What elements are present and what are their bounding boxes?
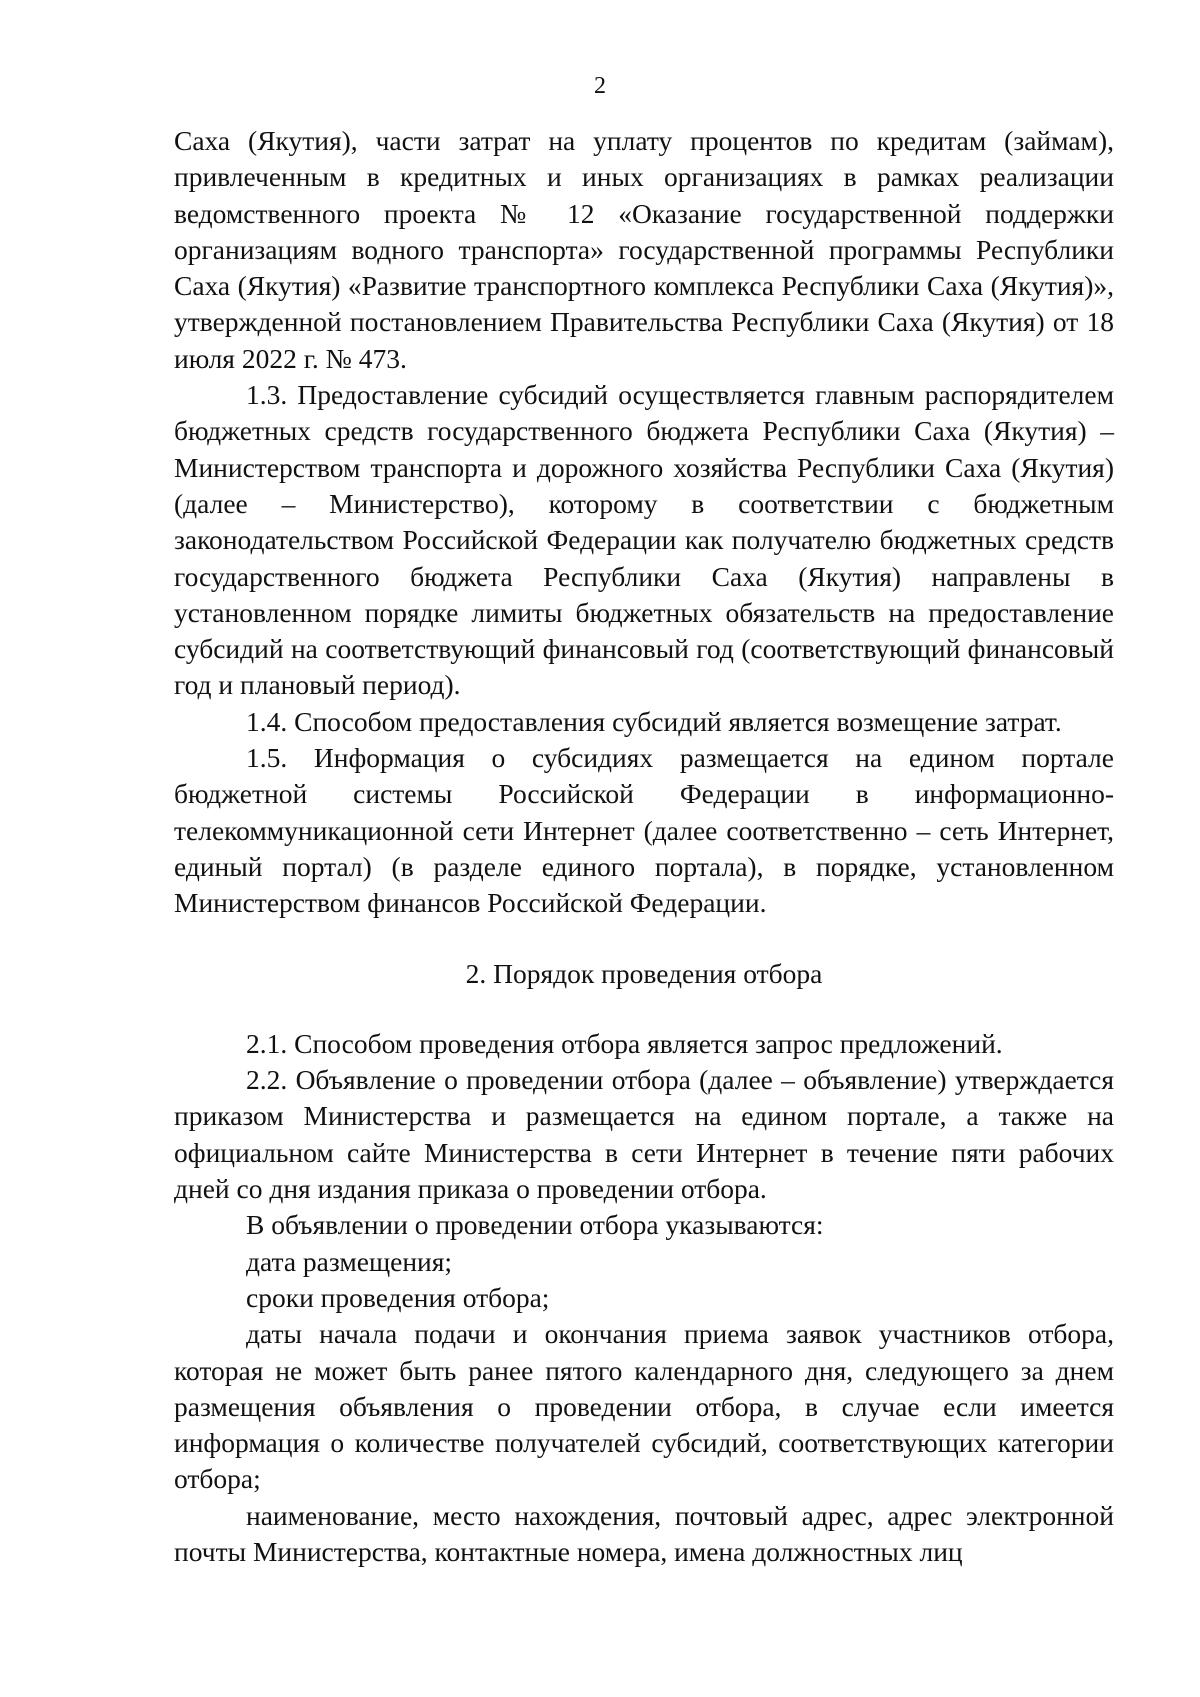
paragraph-announcement-intro: В объявлении о проведении отбора указываются: (246, 1209, 824, 1241)
paragraph-1-5: 1.5. Информация о субсидиях размещается на едином портале бюджетной системы Российской Федерации в информационно-телекоммуникационной сети Интернет (далее соответственно – сеть Интернет, единый портал) (в разделе единого портала), в порядке, установленном Министерством финансов Российской Федерации. (174, 742, 1114, 919)
list-item-ministry-contacts: наименование, место нахождения, почтовый адрес, адрес электронной почты Министерства, контактные номера, имена должностных лиц (174, 1499, 1114, 1567)
page-number: 2 (594, 73, 606, 99)
paragraph-2-1: 2.1. Способом проведения отбора является запрос предложений. (246, 1027, 1003, 1059)
section-heading: 2. Порядок проведения отбора (465, 957, 823, 989)
list-item-terms: сроки проведения отбора; (246, 1281, 550, 1313)
list-item-date: дата размещения; (246, 1245, 453, 1277)
paragraph-1-4: 1.4. Способом предоставления субсидий является возмещение затрат. (246, 705, 1062, 737)
paragraph-1-3: 1.3. Предоставление субсидий осуществляется главным распорядителем бюджетных средств государственного бюджета Республики Саха (Якутия) – Министерством транспорта и дорожного хозяйства Республики Саха (Якутия) (далее – Министерство), которому в соответствии с бюджетным законодательством Российской Федерации как получателю бюджетных средств государственного бюджета Республики Саха (Якутия) направлены в установленном порядке лимиты бюджетных обязательств на предоставление субсидий на соответствующий финансовый год (соответствующий финансовый год и плановый период). (174, 379, 1114, 701)
paragraph-intro-continuation: Саха (Якутия), части затрат на уплату процентов по кредитам (займам), привлеченным в кредитных и иных организациях в рамках реализации ведомственного проекта № 12 «Оказание государственной поддержки организациям водного транспорта» государственной программы Республики Саха (Якутия) «Развитие транспортного комплекса Республики Саха (Якутия)», утвержденной постановлением Правительства Республики Саха (Якутия) от 18 июля 2022 г. № 473. (174, 125, 1114, 374)
list-item-application-dates: даты начала подачи и окончания приема заявок участников отбора, которая не может быть ранее пятого календарного дня, следующего за днем размещения объявления о проведении отбора, в случае если имеется информация о количестве получателей субсидий, соответствующих категории отбора; (174, 1318, 1114, 1495)
document-body (174, 123, 1114, 1570)
paragraph-2-2: 2.2. Объявление о проведении отбора (далее – объявление) утверждается приказом Министерства и размещается на едином портале, а также на официальном сайте Министерства в сети Интернет в течение пяти рабочих дней со дня издания приказа о проведении отбора. (174, 1064, 1114, 1205)
